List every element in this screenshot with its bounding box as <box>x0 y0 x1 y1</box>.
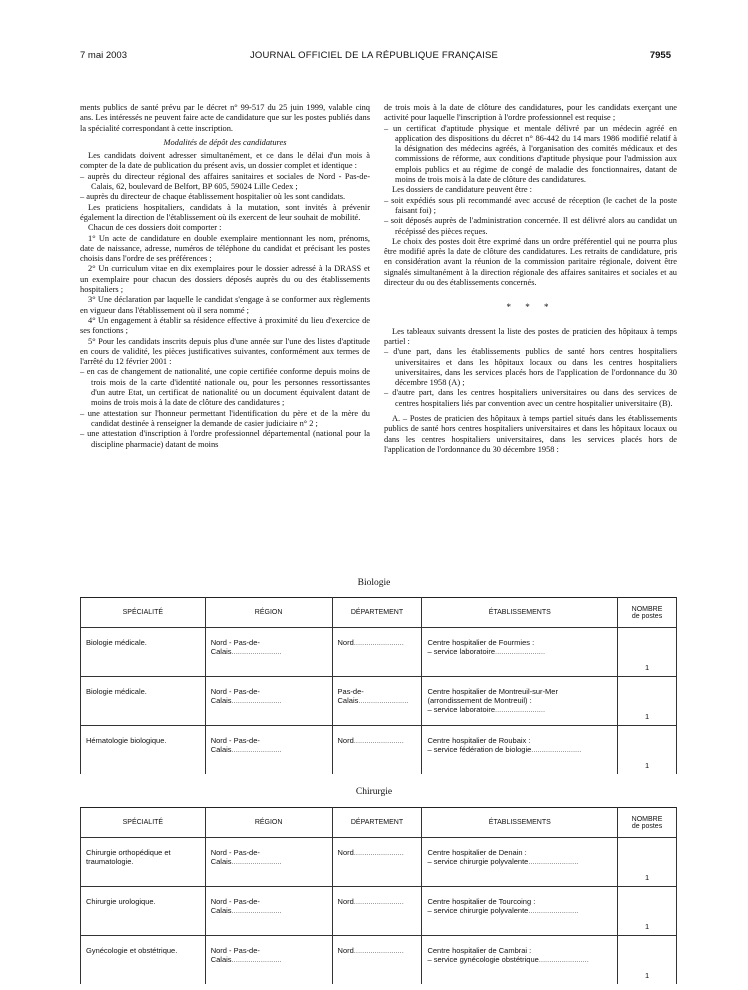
paragraph: – soit expédiés sous pli recommandé avec accusé de réception (le cachet de la poste faisant foi) ; <box>384 195 677 215</box>
cell-specialite: Biologie médicale. <box>81 628 206 677</box>
col-header-nombre: NOMBRE de postes <box>618 598 677 628</box>
cell-specialite: Hématologie biologique. <box>81 726 206 775</box>
paragraph: Chacun de ces dossiers doit comporter : <box>88 223 222 233</box>
paragraph: Le choix des postes doit être exprimé dans un ordre préférentiel qui ne pourra plus être modifié après la date de clôture des candidatures. Les retraits de candidature, pris en considération avant la réunion de la commission paritaire régionale, doivent être signalés simultanément à la direction régionale des affaires sanitaires et sociales et au directeur du ou des établissements concernés. <box>384 236 677 288</box>
cell-nombre: 1 <box>618 628 677 677</box>
paragraph: – un certificat d'aptitude physique et mentale délivré par un médecin agréé en application des dispositions du décret n° 86-442 du 14 mars 1986 modifié relatif à la désignation des médecins agréés, à l'organisation des comités médicaux et des commissions de réforme, aux conditions d'aptitude physique pour l'admission aux emplois publics et au régime de congé de maladie des fonctionnaires, datant de moins de trois mois à la date de clôture des candidatures. <box>384 123 677 185</box>
table-row <box>81 726 677 775</box>
issue-date: 7 mai 2003 <box>80 50 128 61</box>
paragraph: 3° Une déclaration par laquelle le candidat s'engage à se conformer aux règlements en vigueur dans l'établissement où il sera nommé ; <box>80 295 370 315</box>
cell-nombre: 1 <box>618 936 677 985</box>
table-caption-biologie: Biologie <box>357 578 391 588</box>
table-row <box>81 677 677 726</box>
cell-etablissements: Centre hospitalier de Fourmies : – service laboratoire ..... <box>422 628 618 677</box>
table-row <box>81 936 677 985</box>
cell-region: Nord - Pas-de-Calais ..... <box>205 677 332 726</box>
cell-departement: Nord ..... <box>332 726 422 775</box>
paragraph: – d'une part, dans les établissements publics de santé hors centres hospitaliers universitaires et dans les hôpitaux locaux ou dans les centres hospitaliers universitaires, dans les services placés hors de l'application de l'ordonnance du 30 décembre 1958 (A) ; <box>384 347 677 388</box>
paragraph: * * * <box>506 302 555 313</box>
cell-departement: Nord ..... <box>332 936 422 985</box>
col-header-departement: DÉPARTEMENT <box>332 598 422 628</box>
paragraph: – en cas de changement de nationalité, une copie certifiée conforme depuis moins de trois mois de la carte d'identité nationale ou, pour les personnes ressortissantes d'un autre Etat, un certificat de nationalité ou un document équivalent datant de moins de trois mois à la date de clôture des candidatures ; <box>80 367 370 408</box>
col-header-etablissements: ÉTABLISSEMENTS <box>422 808 618 838</box>
cell-etablissements: Centre hospitalier de Montreuil-sur-Mer (arrondissement de Montreuil) : – service laboratoire ..... <box>422 677 618 726</box>
cell-departement: Nord ..... <box>332 887 422 936</box>
postes-table-chirurgie <box>80 807 677 984</box>
col-header-specialite: SPÉCIALITÉ <box>81 598 206 628</box>
cell-etablissements: Centre hospitalier de Cambrai : – service gynécologie obstétrique ..... <box>422 936 618 985</box>
paragraph: 4° Un engagement à établir sa résidence effective à proximité du lieu d'exercice de ses fonctions ; <box>80 315 370 336</box>
cell-region: Nord - Pas-de-Calais ..... <box>205 838 332 887</box>
table-row <box>81 628 677 677</box>
paragraph: – d'autre part, dans les centres hospitaliers universitaires ou dans des services de centres hospitaliers liés par convention avec un centre hospitalier universitaire (B). <box>384 388 677 408</box>
paragraph: Les candidats doivent adresser simultanément, et ce dans le délai d'un mois à compter de la date de publication du présent avis, un dossier complet et identique : <box>80 151 370 171</box>
cell-departement: Pas-de-Calais ..... <box>332 677 422 726</box>
col-header-specialite: SPÉCIALITÉ <box>81 808 206 838</box>
left-text-column <box>80 103 370 450</box>
paragraph: 1° Un acte de candidature en double exemplaire mentionnant les nom, prénoms, date de naissance, adresse, numéros de téléphone du candidat et précisant les postes choisis dans l'ordre de ses préférences ; <box>80 233 370 264</box>
paragraph: – une attestation d'inscription à l'ordre professionnel départemental (national pour la discipline pharmacie) datant de moins <box>80 429 370 449</box>
paragraph: A. – Postes de praticien des hôpitaux à temps partiel situés dans les établissements publics de santé hors centres hospitaliers universitaires et dans les hôpitaux locaux ou dans les centres hospitaliers universitaires, dans les services placés hors de l'application de l'ordonnance du 30 décembre 1958 : <box>384 414 677 454</box>
col-header-nombre: NOMBRE de postes <box>618 808 677 838</box>
paragraph: ments publics de santé prévu par le décret n° 99-517 du 25 juin 1999, valable cinq ans. Les intéressés ne peuvent faire acte de candidature que sur les postes publiés dans la spécialité correspondant à cette inscription. <box>80 103 370 133</box>
cell-departement: Nord ..... <box>332 628 422 677</box>
paragraph: Modalités de dépôt des candidatures <box>163 137 287 147</box>
postes-table-biologie <box>80 597 677 774</box>
table-row <box>81 838 677 887</box>
cell-specialite: Chirurgie urologique. <box>81 887 206 936</box>
cell-specialite: Chirurgie orthopédique et traumatologie. <box>81 838 206 887</box>
col-header-departement: DÉPARTEMENT <box>332 808 422 838</box>
cell-etablissements: Centre hospitalier de Roubaix : – service fédération de biologie ..... <box>422 726 618 775</box>
paragraph: de trois mois à la date de clôture des candidatures, pour les candidats exerçant une activité pour laquelle l'inscription à l'ordre professionnel est requise ; <box>384 103 677 123</box>
col-header-region: RÉGION <box>205 598 332 628</box>
paragraph: 5° Pour les candidats inscrits depuis plus d'une année sur l'une des listes d'aptitude en cours de validité, les pièces justificatives suivantes, conformément aux termes de l'arrêté du 12 février 2001 : <box>80 336 370 367</box>
cell-region: Nord - Pas-de-Calais ..... <box>205 726 332 775</box>
paragraph: – auprès du directeur régional des affaires sanitaires et sociales de Nord - Pas-de-Calais, 62, boulevard de Belfort, BP 605, 59024 Lille Cedex ; <box>80 171 370 192</box>
cell-nombre: 1 <box>618 838 677 887</box>
cell-nombre: 1 <box>618 887 677 936</box>
paragraph: Les tableaux suivants dressent la liste des postes de praticien des hôpitaux à temps partiel : <box>384 326 677 346</box>
cell-nombre: 1 <box>618 726 677 775</box>
table-caption-chirurgie: Chirurgie <box>355 787 393 797</box>
cell-departement: Nord ..... <box>332 838 422 887</box>
col-header-region: RÉGION <box>205 808 332 838</box>
paragraph: Les dossiers de candidature peuvent être : <box>392 185 532 195</box>
page-number: 7955 <box>649 50 671 61</box>
cell-region: Nord - Pas-de-Calais ..... <box>205 936 332 985</box>
paragraph: – soit déposés auprès de l'administration concernée. Il est délivré alors au candidat un récépissé des pièces reçues. <box>384 216 677 236</box>
table-row <box>81 887 677 936</box>
cell-specialite: Biologie médicale. <box>81 677 206 726</box>
paragraph: – une attestation sur l'honneur permettant l'identification du père et de la mère du candidat destinée à renseigner la demande de casier judiciaire n° 2 ; <box>80 408 370 428</box>
cell-region: Nord - Pas-de-Calais ..... <box>205 887 332 936</box>
col-header-etablissements: ÉTABLISSEMENTS <box>422 598 618 628</box>
paragraph: Les praticiens hospitaliers, candidats à la mutation, sont invités à prévenir également la direction de l'établissement où ils exercent de leur souhait de mobilité. <box>80 202 370 222</box>
cell-etablissements: Centre hospitalier de Tourcoing : – service chirurgie polyvalente ..... <box>422 887 618 936</box>
cell-specialite: Gynécologie et obstétrique. <box>81 936 206 985</box>
cell-etablissements: Centre hospitalier de Denain : – service chirurgie polyvalente ..... <box>422 838 618 887</box>
paragraph: – auprès du directeur de chaque établissement hospitalier où les sont candidats. <box>80 192 346 202</box>
right-text-column <box>384 103 677 455</box>
journal-title: JOURNAL OFFICIEL DE LA RÉPUBLIQUE FRANÇAISE <box>249 50 499 61</box>
cell-region: Nord - Pas-de-Calais ..... <box>205 628 332 677</box>
cell-nombre: 1 <box>618 677 677 726</box>
paragraph: 2° Un curriculum vitae en dix exemplaires pour le dossier adressé à la DRASS et un exemplaire pour chacun des dossiers déposés auprès du ou des établissements hospitaliers ; <box>80 264 370 295</box>
